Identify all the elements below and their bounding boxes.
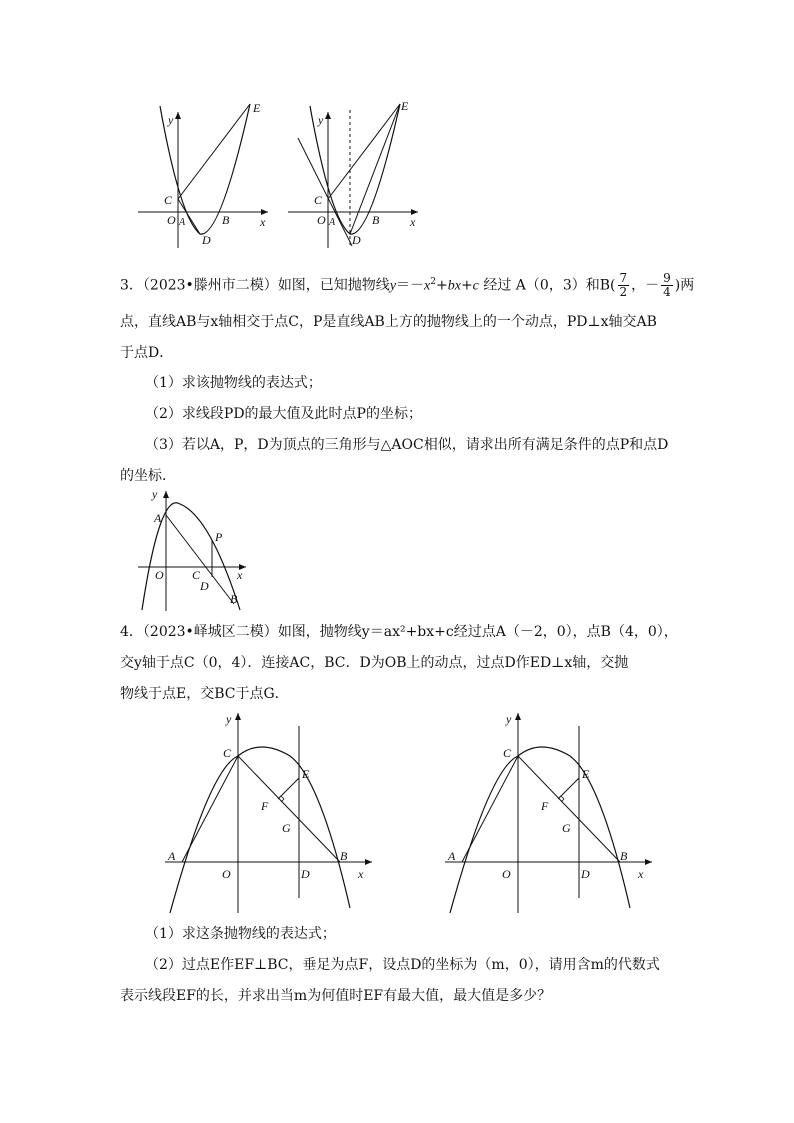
fraction-7-2: $\frac{7}{2}$ <box>619 271 628 300</box>
fig1-label: x <box>260 215 266 229</box>
q3-part-3: （3）若以A，P，D为顶点的三角形与△AOC相似，请求出所有满足条件的点P和点D <box>145 437 669 453</box>
fig2-label: A <box>329 217 336 228</box>
parabola-diagram-3 <box>130 486 260 616</box>
q3-part-2: （2）求线段PD的最大值及此时点P的坐标； <box>145 406 422 422</box>
q3-point-a: A（0，3） <box>515 277 586 294</box>
fig2-label: y <box>318 113 324 127</box>
fig4-label: C <box>223 746 232 760</box>
q3-point-b-label: B <box>599 277 611 294</box>
fig1-label: y <box>168 113 174 127</box>
fig4-label: y <box>226 712 232 726</box>
fig4-label: O <box>222 867 231 881</box>
parabola-diagram-4 <box>160 708 380 918</box>
fig5-label: D <box>581 867 590 881</box>
fraction-9-4: $\frac{9}{4}$ <box>663 271 671 300</box>
parabola-diagram-5 <box>440 708 660 918</box>
q3-source: （2023•滕州市二模） <box>142 277 278 294</box>
figure-q3 <box>130 486 260 616</box>
fig5-label: B <box>620 849 628 863</box>
q3-line-2: 点，直线AB与x轴相交于点C，P是直线AB上方的抛物线上的一个动点，PD⊥x轴交AB <box>120 314 657 330</box>
fig1-label: A <box>179 217 186 228</box>
q3-line-3: 于点D． <box>120 345 174 361</box>
q4-number: 4． <box>120 624 143 640</box>
q4-text-1: 如图，抛物线y＝ax²+bx+c经过点A（－2，0），点B（4，0）， <box>277 624 678 640</box>
fig4-label: F <box>261 799 269 813</box>
fig2-label: x <box>410 215 416 229</box>
fig2-label: B <box>372 213 380 227</box>
fig1-label: E <box>253 101 261 115</box>
q4-part-2-cont: 表示线段EF的长，并求出当m为何值时EF有最大值，最大值是多少？ <box>120 988 552 1004</box>
fig3-label: O <box>155 568 164 582</box>
fig3-label: y <box>152 487 158 501</box>
fig1-label: O <box>167 213 176 227</box>
parabola-diagram-2 <box>280 98 430 258</box>
fig4-label: B <box>340 849 348 863</box>
q4-header-line <box>120 622 754 642</box>
fig3-label: A <box>154 511 162 525</box>
q3-text-b: 经过 <box>483 277 512 294</box>
fig2-label: E <box>401 99 409 113</box>
parabola-diagram-1 <box>130 98 280 258</box>
fig1-label: D <box>202 233 211 247</box>
fig5-label: F <box>541 799 549 813</box>
figure-top-left <box>130 98 280 258</box>
fig2-label: O <box>317 213 326 227</box>
fig4-label: x <box>358 867 364 881</box>
q4-source: （2023•峄城区二模） <box>142 624 278 640</box>
fig3-label: D <box>200 579 209 593</box>
q3-header-line: 3．（2023•滕州市二模）如图，已知抛物线$y=-x^2+bx+c$ 经过 A（0，3）和B( $\frac{7}{2}$ ，－ $\frac{9}{4}$ )两 <box>120 271 695 300</box>
q4-line-2: 交y轴于点C（0，4）．连接AC，BC．D为OB上的动点，过点D作ED⊥x轴，交抛 <box>120 655 629 671</box>
fig3-label: P <box>215 530 223 544</box>
fig4-label: G <box>282 821 291 835</box>
q3-part-3-cont: 的坐标． <box>120 468 176 484</box>
fig5-label: C <box>503 746 512 760</box>
fig5-label: A <box>448 849 456 863</box>
q3-part-1: （1）求该抛物线的表达式； <box>145 375 322 391</box>
fig5-label: G <box>562 821 571 835</box>
fig4-label: E <box>302 767 310 781</box>
figure-top-right <box>280 98 430 258</box>
fig5-label: E <box>582 767 590 781</box>
q4-line-3: 物线于点E，交BC于点G． <box>120 686 289 702</box>
fig1-label: C <box>164 193 173 207</box>
q3-number: 3． <box>120 277 143 294</box>
fig3-label: x <box>237 568 243 582</box>
fig4-label: D <box>301 867 310 881</box>
fig4-label: A <box>168 849 176 863</box>
q4-part-1: （1）求这条抛物线的表达式； <box>145 926 336 942</box>
q3-text-c: 和 <box>585 277 600 294</box>
figure-q4-left <box>160 708 380 918</box>
fig3-label: C <box>192 568 201 582</box>
q4-part-2: （2）过点E作EF⊥BC，垂足为点F，设点D的坐标为（m，0），请用含m的代数式 <box>145 957 660 973</box>
q3-text-a: 如图，已知抛物线 <box>277 277 390 294</box>
fig2-label: D <box>352 233 361 247</box>
fig2-label: C <box>314 193 323 207</box>
fig3-label: B <box>230 592 238 606</box>
fig5-label: x <box>638 867 644 881</box>
figure-q4-right <box>440 708 660 918</box>
fig5-label: y <box>506 712 512 726</box>
fig1-label: B <box>222 213 230 227</box>
fig5-label: O <box>502 867 511 881</box>
